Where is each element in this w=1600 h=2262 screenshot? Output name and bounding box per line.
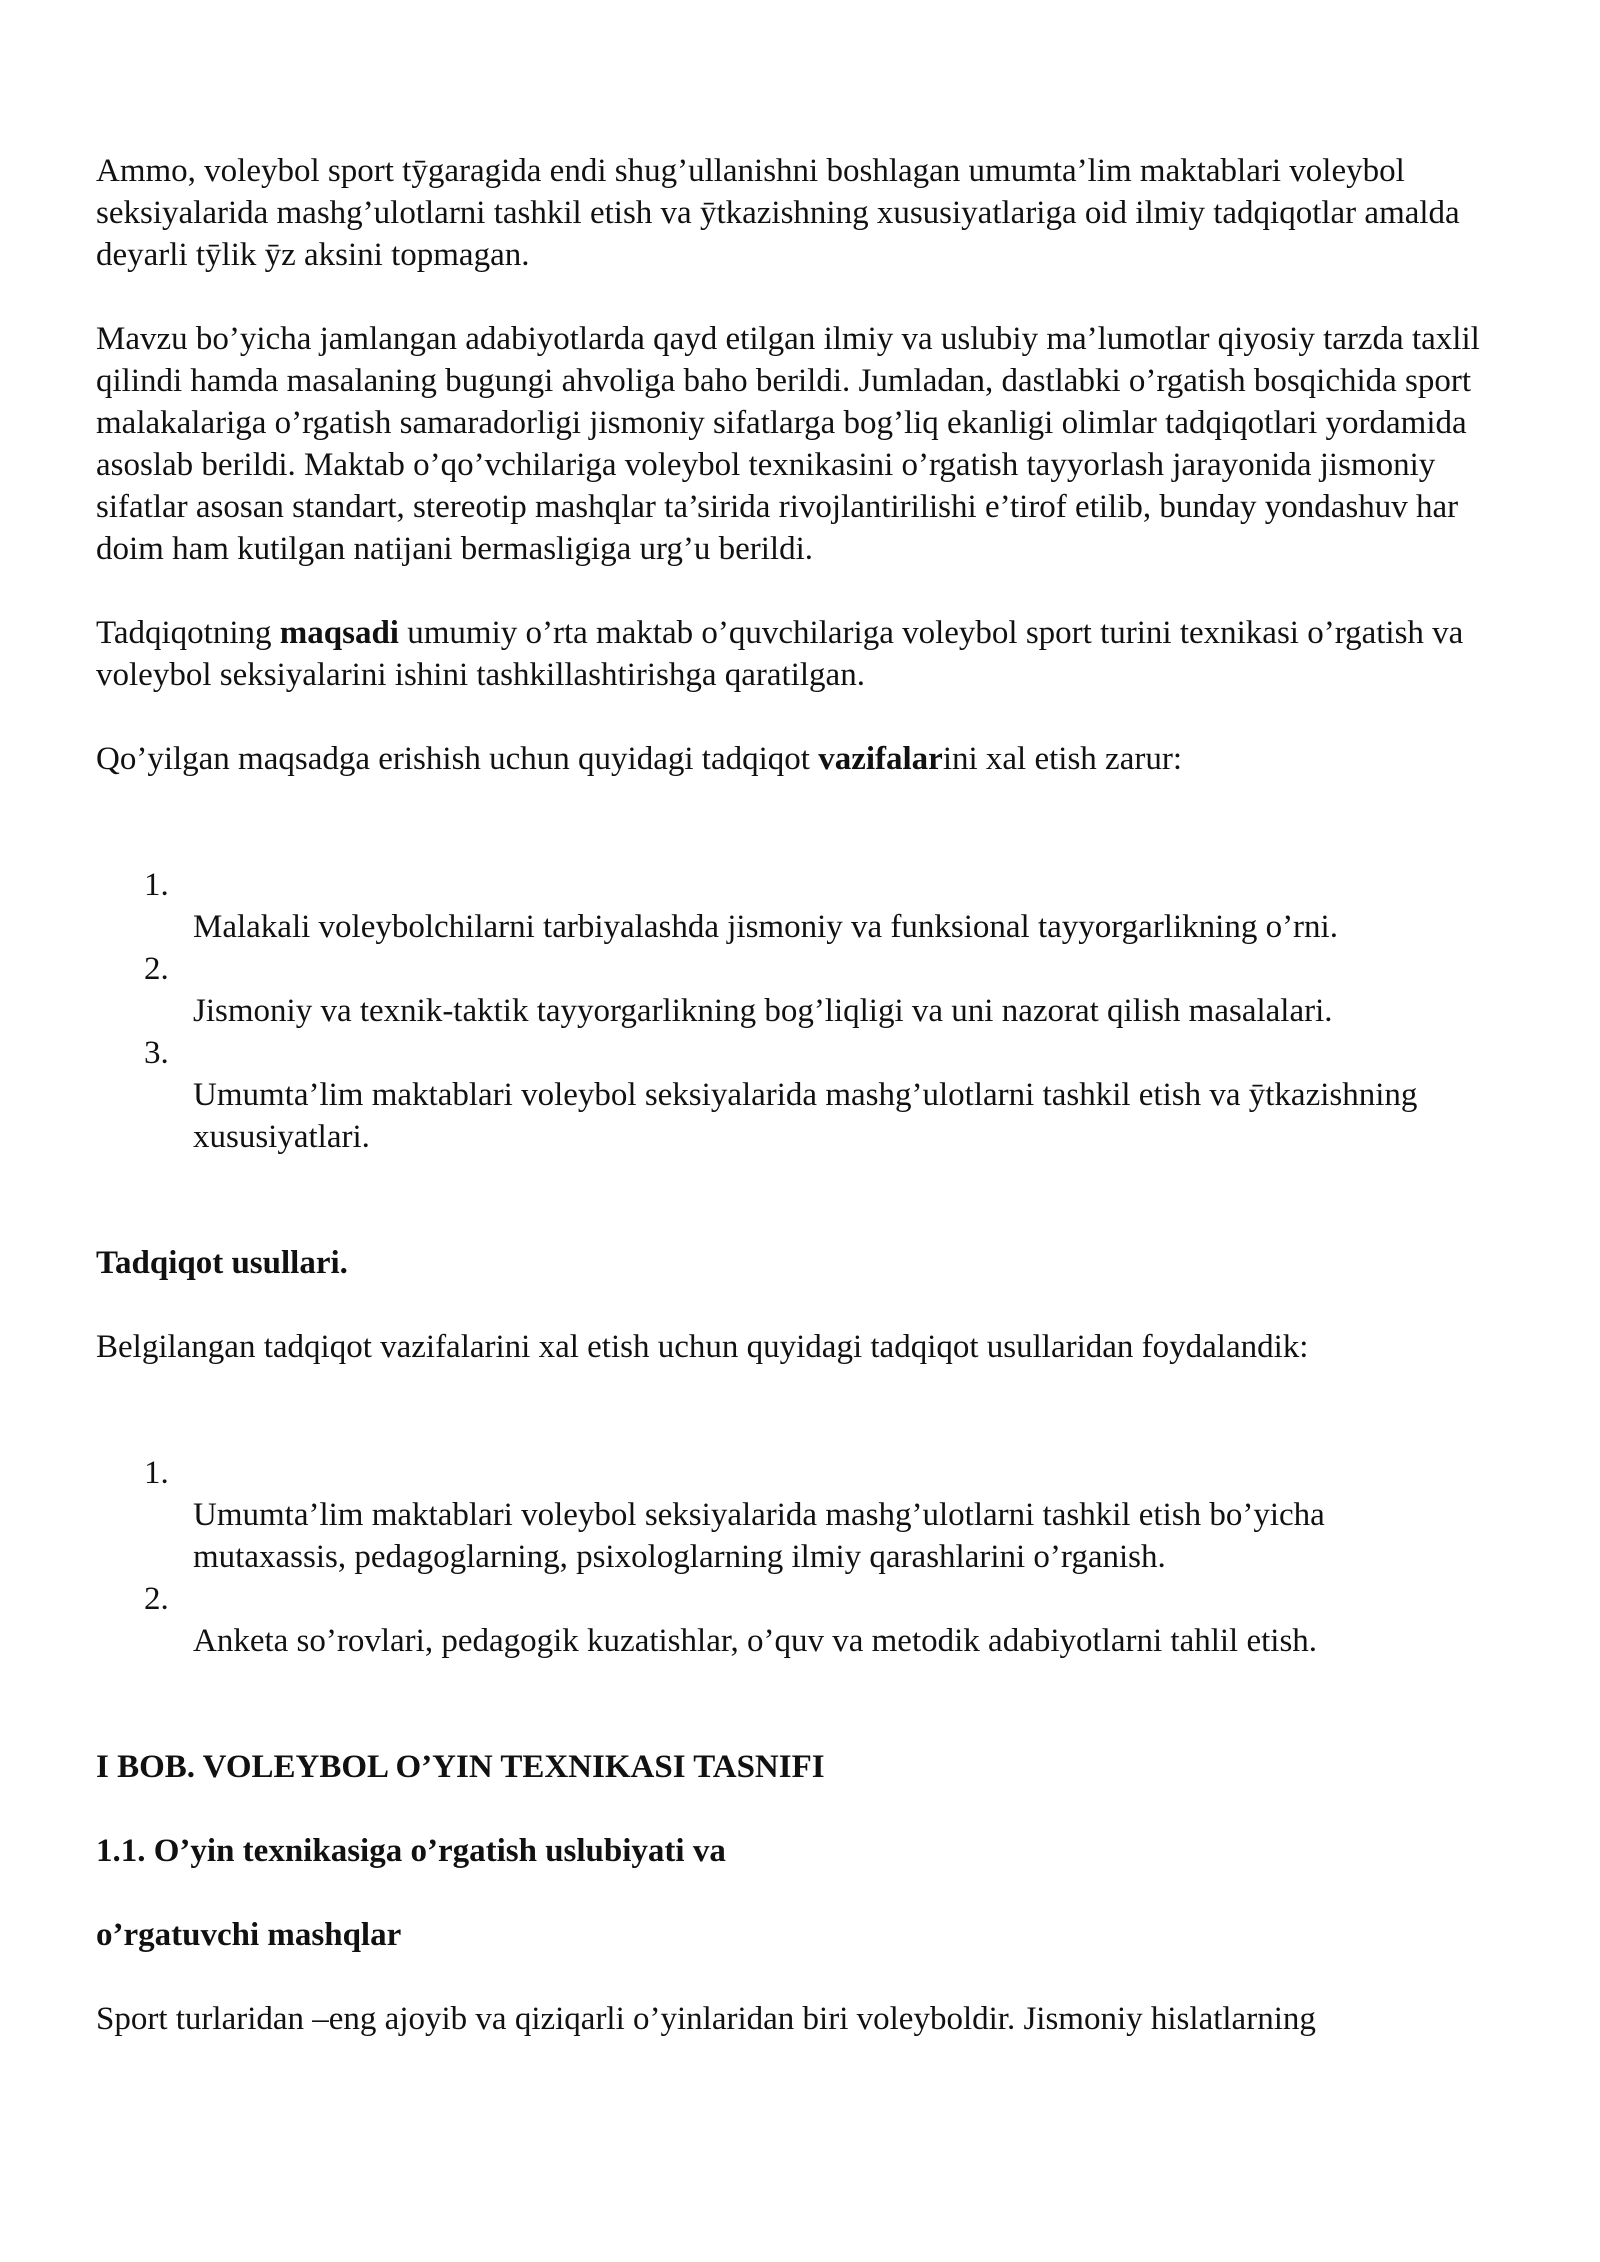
list-number: 2. [144,951,169,987]
tasks-list [96,864,1480,1158]
list-number: 1. [144,1455,169,1491]
chapter-heading: I BOB. VOLEYBOL O’YIN TEXNIKASI TASNIFI [96,1749,825,1785]
spacer [96,1662,1480,1704]
spacer [96,822,1480,864]
paragraph-goal [96,612,1480,696]
list-item-text: Umumta’lim maktablari voleybol seksiyalarida mashg’ulotlarni tashkil etish va ӯtkazishning xususiyatlari. [193,1077,1418,1155]
spacer [96,1704,1480,1746]
spacer [96,1200,1480,1242]
section-heading-line-2: o’rgatuvchi mashqlar [96,1917,402,1953]
paragraph-tasks-intro [96,738,1480,780]
tasks-text-after: ini xal etish zarur: [942,741,1182,777]
list-number: 2. [144,1581,169,1617]
list-item [96,1578,1480,1662]
list-item [96,1452,1480,1578]
list-item [96,1032,1480,1158]
paragraph-intro: Ammo, voleybol sport tӯgaragida endi shug’ullanishni boshlagan umumta’lim maktablari voleybol seksiyalarida mashg’ulotlarni tashkil etish va ӯtkazishning xususiyatlariga oid ilmiy tadqiqotlar amalda deyarli tӯlik ӯz aksini topmagan. [96,153,1460,273]
tasks-keyword: vazifalar [818,741,943,777]
list-item-text: Malakali voleybolchilarni tarbiyalashda jismoniy va funksional tayyorgarlikning o’rni. [193,909,1338,945]
list-item [96,864,1480,948]
list-number: 3. [144,1035,169,1071]
methods-heading: Tadqiqot usullari. [96,1245,348,1281]
list-item [96,948,1480,1032]
section-heading-line-1: 1.1. O’yin texnikasiga o’rgatish uslubiyati va [96,1833,726,1869]
methods-list [96,1452,1480,1662]
list-item-text: Anketa so’rovlari, pedagogik kuzatishlar, o’quv va metodik adabiyotlarni tahlil etish. [193,1623,1318,1659]
goal-text-before: Tadqiqotning [96,615,280,651]
list-item-text: Jismoniy va texnik-taktik tayyorgarlikning bog’liqligi va uni nazorat qilish masalalari. [193,993,1333,1029]
goal-text-after: umumiy o’rta maktab o’quvchilariga voleybol sport turini texnikasi o’rgatish va voleybol seksiyalarini ishini tashkillashtirishga qaratilgan. [96,615,1464,693]
list-item-text: Umumta’lim maktablari voleybol seksiyalarida mashg’ulotlarni tashkil etish bo’yicha mutaxassis, pedagoglarning, psixologlarning ilmiy qarashlarini o’rganish. [193,1497,1325,1575]
paragraph-literature-review: Mavzu bo’yicha jamlangan adabiyotlarda qayd etilgan ilmiy va uslubiy ma’lumotlar qiyosiy tarzda taxlil qilindi hamda masalaning bugungi ahvoliga baho berildi. Jumladan, dastlabki o’rgatish bosqichida sport malakalariga o’rgatish samaradorligi jismoniy sifatlarga bog’liq ekanligi olimlar tadqiqotlari yordamida asoslab berildi. Maktab o’qo’vchilariga voleybol texnikasini o’rgatish tayyorlash jarayonida jismoniy sifatlar asosan standart, stereotip mashqlar ta’sirida rivojlantirilishi e’tirof etilib, bunday yondashuv har doim ham kutilgan natijani bermasligiga urg’u berildi. [96,321,1480,567]
paragraph-methods-intro: Belgilangan tadqiqot vazifalarini xal etish uchun quyidagi tadqiqot usullaridan foydalandik: [96,1329,1309,1365]
spacer [96,1410,1480,1452]
spacer [96,1158,1480,1200]
paragraph-sport-intro: Sport turlaridan –eng ajoyib va qiziqarli o’yinlaridan biri voleyboldir. Jismoniy hislatlarning [96,2001,1316,2037]
list-number: 1. [144,867,169,903]
goal-keyword: maqsadi [279,615,399,651]
tasks-text-before: Qo’yilgan maqsadga erishish uchun quyidagi tadqiqot [96,741,819,777]
